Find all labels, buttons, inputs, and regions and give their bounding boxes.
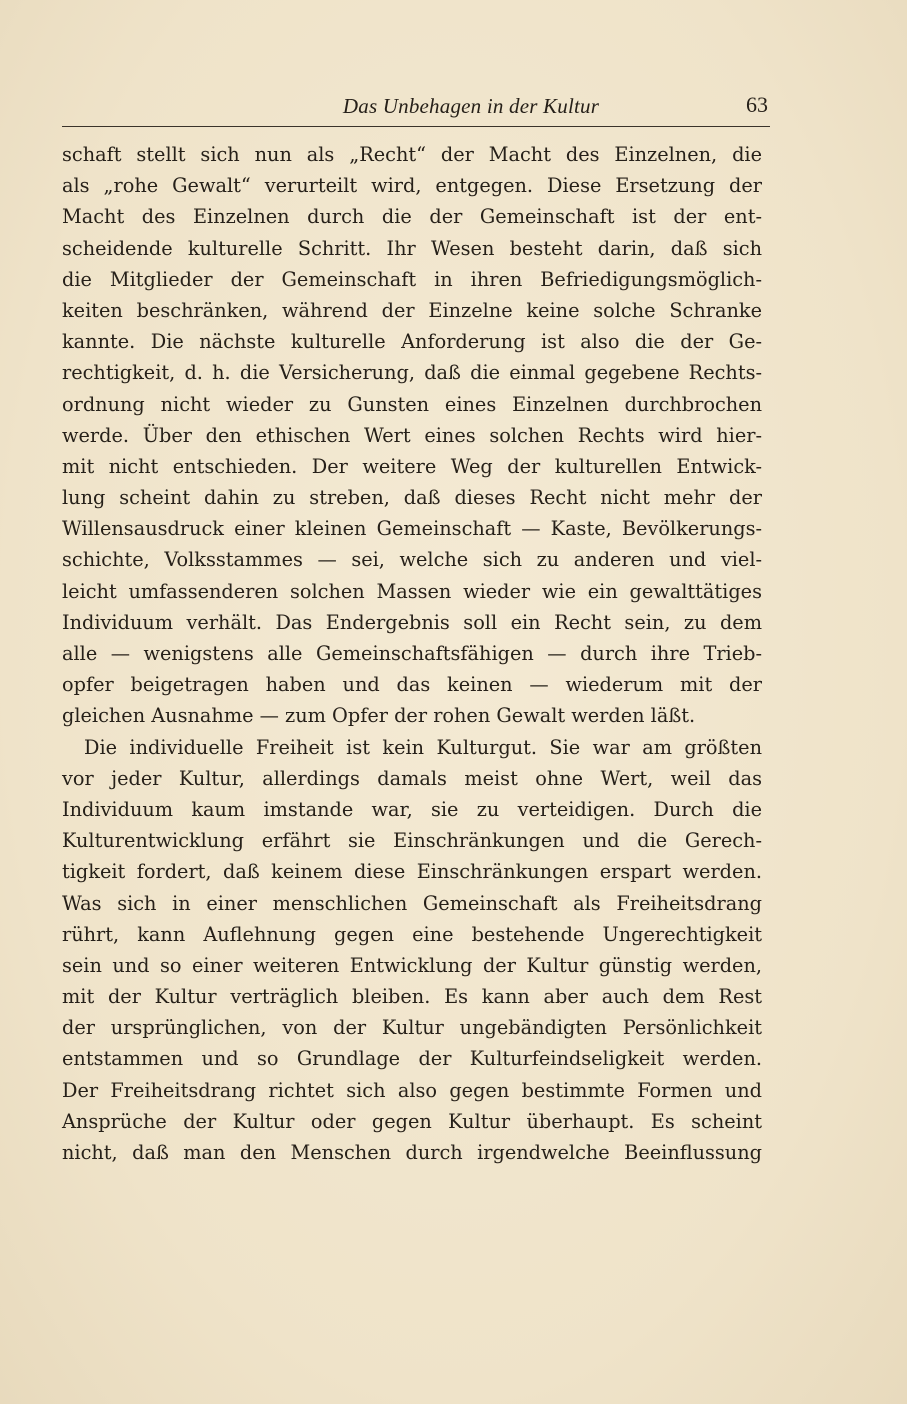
text-line: Individuum kaum imstande war, sie zu verteidigen. Durch die <box>62 797 762 821</box>
text-line: Was sich in einer menschlichen Gemeinschaft als Freiheitsdrang <box>62 891 762 915</box>
text-line: mit der Kultur verträglich bleiben. Es kann aber auch dem Rest <box>62 985 762 1009</box>
text-line: mit nicht entschieden. Der weitere Weg der kulturellen Entwick- <box>62 454 762 478</box>
text-line: werde. Über den ethischen Wert eines solchen Rechts wird hier- <box>62 423 762 447</box>
text-line: lung scheint dahin zu streben, daß dieses Recht nicht mehr der <box>62 486 762 510</box>
text-line: Kulturentwicklung erfährt sie Einschränkungen und die Gerech- <box>62 829 762 853</box>
text-line: keiten beschränken, während der Einzelne keine solche Schranke <box>62 298 762 322</box>
text-line: Willensausdruck einer kleinen Gemeinschaft — Kaste, Bevölkerungs- <box>62 517 762 541</box>
text-line: entstammen und so Grundlage der Kulturfeindseligkeit werden. <box>62 1047 762 1071</box>
body-text <box>62 139 762 1168</box>
text-line: nicht, daß man den Menschen durch irgendwelche Beeinflussung <box>62 1141 762 1164</box>
text-line: kannte. Die nächste kulturelle Anforderung ist also die der Ge- <box>62 330 762 354</box>
text-line: ordnung nicht wieder zu Gunsten eines Einzelnen durchbrochen <box>62 392 762 416</box>
text-line: Der Freiheitsdrang richtet sich also gegen bestimmte Formen und <box>62 1078 762 1102</box>
text-line: scheidende kulturelle Schritt. Ihr Wesen besteht darin, daß sich <box>62 236 762 260</box>
text-line: leicht umfassenderen solchen Massen wieder wie ein gewalttätiges <box>62 579 762 603</box>
text-line: Die individuelle Freiheit ist kein Kulturgut. Sie war am größten <box>84 735 762 759</box>
text-line: rechtigkeit, d. h. die Versicherung, daß die einmal gegebene Rechts- <box>62 361 762 385</box>
running-title: Das Unbehagen in der Kultur <box>342 94 600 118</box>
text-line: opfer beigetragen haben und das keinen — wiederum mit der <box>62 673 762 697</box>
text-line: vor jeder Kultur, allerdings damals meist ohne Wert, weil das <box>62 766 762 790</box>
text-line: sein und so einer weiteren Entwicklung der Kultur günstig werden, <box>62 953 762 977</box>
text-line: schichte, Volksstammes — sei, welche sich zu anderen und viel- <box>62 548 762 572</box>
paragraph-1 <box>62 139 762 732</box>
page-number: 63 <box>746 92 768 117</box>
text-line: Individuum verhält. Das Endergebnis soll ein Recht sein, zu dem <box>62 610 762 634</box>
running-header <box>62 92 770 126</box>
text-line: schaft stellt sich nun als „Recht“ der Macht des Einzelnen, die <box>62 143 762 166</box>
text-line: Macht des Einzelnen durch die der Gemeinschaft ist der ent- <box>62 205 762 229</box>
text-line: alle — wenigstens alle Gemeinschaftsfähigen — durch ihre Trieb- <box>62 642 762 665</box>
text-line: rührt, kann Auflehnung gegen eine bestehende Ungerechtigkeit <box>62 922 762 946</box>
text-line: gleichen Ausnahme — zum Opfer der rohen Gewalt werden läßt. <box>62 704 696 728</box>
text-line: tigkeit fordert, daß keinem diese Einschränkungen erspart werden. <box>62 860 762 884</box>
paragraph-2 <box>62 732 762 1169</box>
text-line: der ursprünglichen, von der Kultur ungebändigten Persönlichkeit <box>62 1016 762 1040</box>
header-rule <box>62 126 770 127</box>
text-line: Ansprüche der Kultur oder gegen Kultur überhaupt. Es scheint <box>62 1109 762 1133</box>
text-line: als „rohe Gewalt“ verurteilt wird, entgegen. Diese Ersetzung der <box>62 174 762 198</box>
text-line: die Mitglieder der Gemeinschaft in ihren Befriedigungsmöglich- <box>62 267 762 291</box>
